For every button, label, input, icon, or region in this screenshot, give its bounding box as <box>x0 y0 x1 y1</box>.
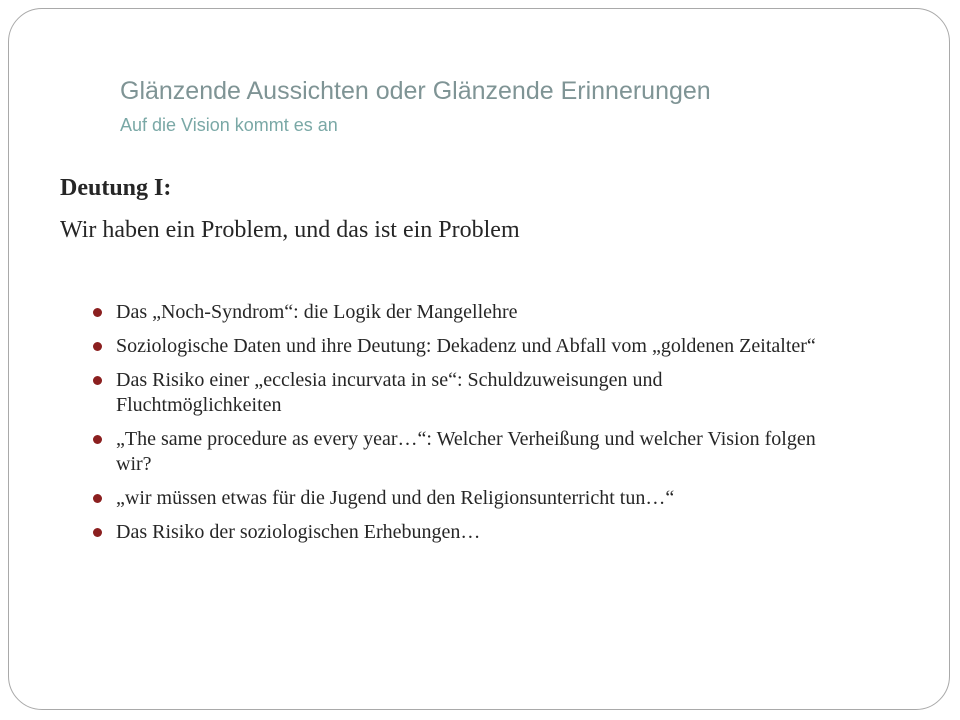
bullet-text: Soziologische Daten und ihre Deutung: Dekadenz und Abfall vom „goldenen Zeitalter“ <box>116 335 816 357</box>
bullet-dot-icon <box>93 342 102 351</box>
bullet-text: Das Risiko einer „ecclesia incurvata in se“: Schuldzuweisungen und Fluchtmöglichkeiten <box>116 369 663 416</box>
bullet-dot-icon <box>93 494 102 503</box>
bullet-text: „wir müssen etwas für die Jugend und den Religionsunterricht tun…“ <box>116 487 675 509</box>
bullet-item <box>90 368 830 418</box>
bullet-text: „The same procedure as every year…“: Welcher Verheißung und welcher Vision folgen wir? <box>116 428 816 475</box>
bullet-list <box>90 300 830 554</box>
bullet-item <box>90 427 830 477</box>
bullet-item <box>90 520 830 545</box>
section-heading: Deutung I: <box>60 175 172 201</box>
bullet-text: Das „Noch-Syndrom“: die Logik der Mangellehre <box>116 301 518 323</box>
bullet-item <box>90 334 830 359</box>
slide-title: Glänzende Aussichten oder Glänzende Erinnerungen <box>120 77 711 105</box>
section-subheading: Wir haben ein Problem, und das ist ein Problem <box>60 217 520 243</box>
bullet-dot-icon <box>93 308 102 317</box>
bullet-item <box>90 300 830 325</box>
bullet-dot-icon <box>93 376 102 385</box>
bullet-text: Das Risiko der soziologischen Erhebungen… <box>116 521 481 543</box>
bullet-dot-icon <box>93 528 102 537</box>
bullet-dot-icon <box>93 435 102 444</box>
slide-subtitle: Auf die Vision kommt es an <box>120 115 338 135</box>
bullet-item <box>90 486 830 511</box>
